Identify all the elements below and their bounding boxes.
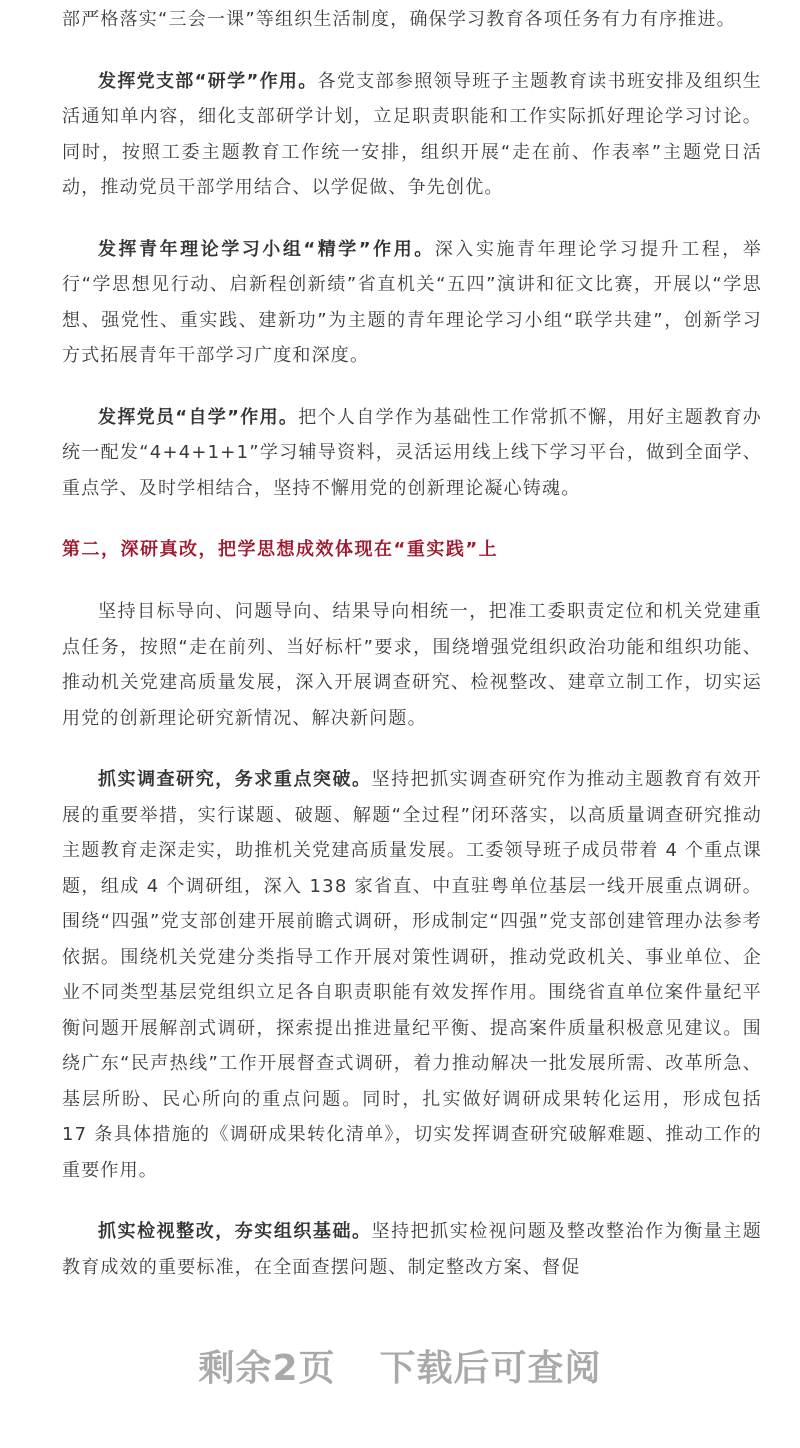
paragraph-continued xyxy=(62,2,762,38)
paragraph-text: 部严格落实“三会一课”等组织生活制度，确保学习教育各项任务有力有序推进。 xyxy=(62,9,736,30)
paragraph-lead: 发挥党支部“研学”作用。 xyxy=(98,70,318,92)
download-to-view-label: 下载后可查阅 xyxy=(379,1348,602,1389)
paragraph-study-branch xyxy=(62,64,762,206)
paragraph-youth-group xyxy=(62,232,762,374)
paragraph-rectification xyxy=(62,1214,762,1285)
paragraph-research xyxy=(62,762,762,1188)
paragraph-self-study xyxy=(62,400,762,507)
paragraph-text: 深入实施青年理论学习提升工程，举行“学思想见行动、启新程创新绩”省直机关“五四”演讲和征文比赛，开展以“学思想、强党性、重实践、建新功”为主题的青年理论学习小组“联学共建”，创新学习方式拓展青年干部学习广度和深度。 xyxy=(62,238,762,366)
paragraph-lead: 发挥党员“自学”作用。 xyxy=(98,406,299,428)
paragraph-intro xyxy=(62,594,762,736)
paragraph-lead: 抓实调查研究，务求重点突破。 xyxy=(98,769,372,790)
paragraph-text: 坚持目标导向、问题导向、结果导向相统一，把准工委职责定位和机关党建重点任务，按照“走在前列、当好标杆”要求，围绕增强党组织政治功能和组织功能、推动机关党建高质量发展，深入开展调查研究、检视整改、建章立制工作，切实运用党的创新理论研究新情况、解决新问题。 xyxy=(62,601,762,729)
paragraph-text: 把个人自学作为基础性工作常抓不懈，用好主题教育办统一配发“4+4+1+1”学习辅导资料，灵活运用线上线下学习平台，做到全面学、重点学、及时学相结合，坚持不懈用党的创新理论凝心铸魂。 xyxy=(62,406,762,499)
paragraph-text: 坚持把抓实检视问题及整改整治作为衡量主题教育成效的重要标准，在全面查摆问题、制定整改方案、督促 xyxy=(62,1221,762,1278)
download-prompt[interactable] xyxy=(0,1340,800,1391)
paragraph-text: 坚持把抓实调查研究作为推动主题教育有效开展的重要举措，实行谋题、破题、解题“全过程”闭环落实，以高质量调查研究推动主题教育走深走实，助推机关党建高质量发展。工委领导班子成员带着 4 个重点课题，组成 4 个调研组，深入 138 家省直、中直驻粤单位基层一线开展重点调研。围绕“四强”党支部创建开展前瞻式调研，形成制定“四强”党支部创建管理办法参考依据。围绕机关党建分类指导工作开展对策性调研，推动党政机关、事业单位、企业不同类型基层党组织立足各自职责职能有效发挥作用。围绕省直单位案件量纪平衡问题开展解剖式调研，探索提出推进量纪平衡、提高案件质量积极意见建议。围绕广东“民声热线”工作开展督查式调研，着力推动解决一批发展所需、改革所急、基层所盼、民心所向的重点问题。同时，扎实做好调研成果转化运用，形成包括 17 条具体措施的《调研成果转化清单》，切实发挥调查研究破解难题、推动工作的重要作用。 xyxy=(62,769,762,1181)
section-heading: 第二，深研真改，把学思想成效体现在“重实践”上 xyxy=(62,539,499,560)
paragraph-lead: 抓实检视整改，夯实组织基础。 xyxy=(98,1221,372,1242)
paragraph-text: 各党支部参照领导班子主题教育读书班安排及组织生活通知单内容，细化支部研学计划，立足职责职能和工作实际抓好理论学习讨论。同时，按照工委主题教育工作统一安排，组织开展“走在前、作表率”主题党日活动，推动党员干部学用结合、以学促做、争先创优。 xyxy=(62,70,762,198)
article-body xyxy=(62,0,762,1311)
paragraph-lead: 发挥青年理论学习小组“精学”作用。 xyxy=(98,238,435,260)
remaining-pages-label: 剩余2页 xyxy=(198,1348,336,1389)
